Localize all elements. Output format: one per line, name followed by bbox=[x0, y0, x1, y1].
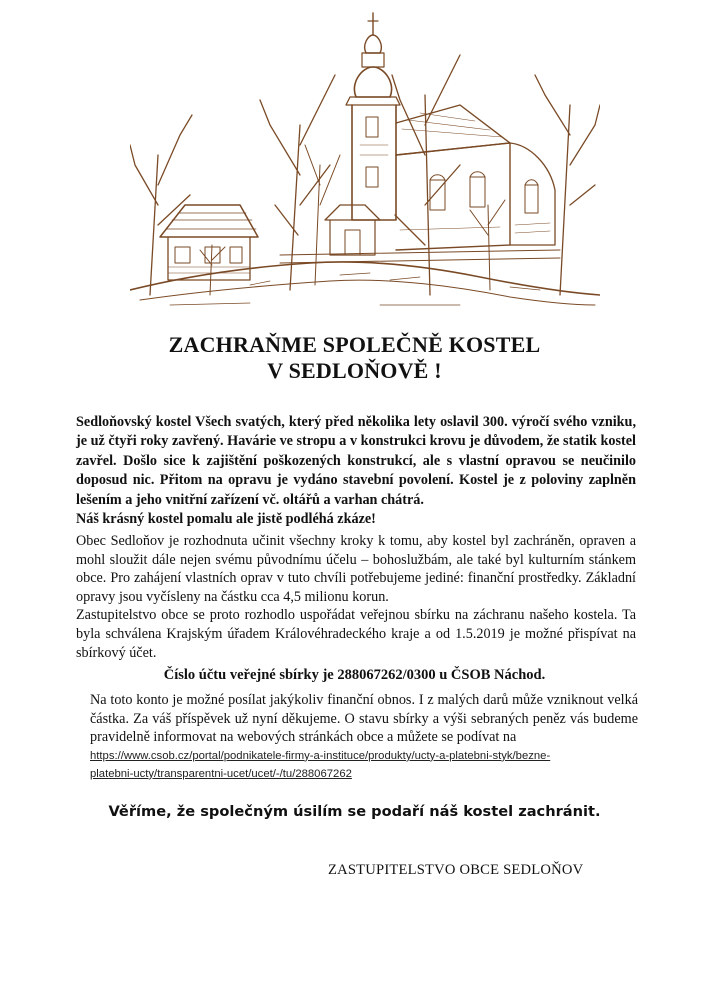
title-line-2: V SEDLOŇOVĚ ! bbox=[267, 358, 442, 383]
donation-text: Na toto konto je možné posílat jakýkoliv finanční obnos. I z malých darů může vzniknout velká částka. Za váš příspěvek už nyní děkujeme. O stavu sbírky a výši sebraných peněz vás budeme pravidelně informovat na webových stránkách obce a můžete se podívat na bbox=[90, 692, 638, 746]
account-number: Číslo účtu veřejné sbírky je 288067262/0300 u ČSOB Náchod. bbox=[163, 667, 546, 683]
signature: ZASTUPITELSTVO OBCE SEDLOŇOV bbox=[328, 862, 584, 878]
intro-last-line: Náš krásný kostel pomalu ale jistě podléhá zkáze! bbox=[76, 511, 376, 528]
transparent-account-link-line-2[interactable]: platebni-ucty/transparentni-ucet/ucet/-/tu/288067262 bbox=[90, 767, 352, 780]
church-illustration bbox=[130, 5, 600, 315]
intro-text: Sedloňovský kostel Všech svatých, který před několika lety oslavil 300. výročí svého vzniku, je už čtyři roky zavřený. Havárie ve stropu a v konstrukci krovu je důvodem, že statik kostel zavřel. Došlo sice k zajištění poškozených konstrukcí, ale s vlastní opravou se neučinilo doposud nic. Přitom na opravu je vydáno stavební povolení. Kostel je z poloviny zaplněn lešením a jeho vnitřní zařízení vč. oltářů a varhan chátrá. bbox=[76, 414, 636, 508]
donation-paragraph bbox=[90, 691, 638, 783]
intro-paragraph bbox=[76, 413, 636, 529]
title-line-1: ZACHRAŇME SPOLEČNĚ KOSTEL bbox=[168, 332, 541, 357]
plan-text-2: Zastupitelstvo obce se proto rozhodlo uspořádat veřejnou sbírku na záchranu našeho kostela. Ta byla schválena Krajským úřadem Královéhradeckého kraje a od 1.5.2019 je možné přispívat na sbírkový účet. bbox=[76, 607, 636, 661]
page-title bbox=[0, 332, 709, 384]
closing-statement: Věříme, že společným úsilím se podaří náš kostel zachránit. bbox=[108, 803, 601, 820]
transparent-account-link-line-1[interactable]: https://www.csob.cz/portal/podnikatele-firmy-a-instituce/produkty/ucty-a-platebni-styk/bezne- bbox=[90, 749, 551, 762]
plan-text: Obec Sedloňov je rozhodnuta učinit všechny kroky k tomu, aby kostel byl zachráněn, opraven a mohl sloužit dále nejen svému původnímu účelu – bohoslužbám, ale také byl kulturním stánkem obce. Pro zahájení vlastních oprav v tuto chvíli potřebujeme jediné: finanční prostředky. Základní opravy jsou vyčísleny na částku cca 4,5 milionu korun. bbox=[76, 533, 636, 605]
plan-paragraph bbox=[76, 532, 636, 662]
